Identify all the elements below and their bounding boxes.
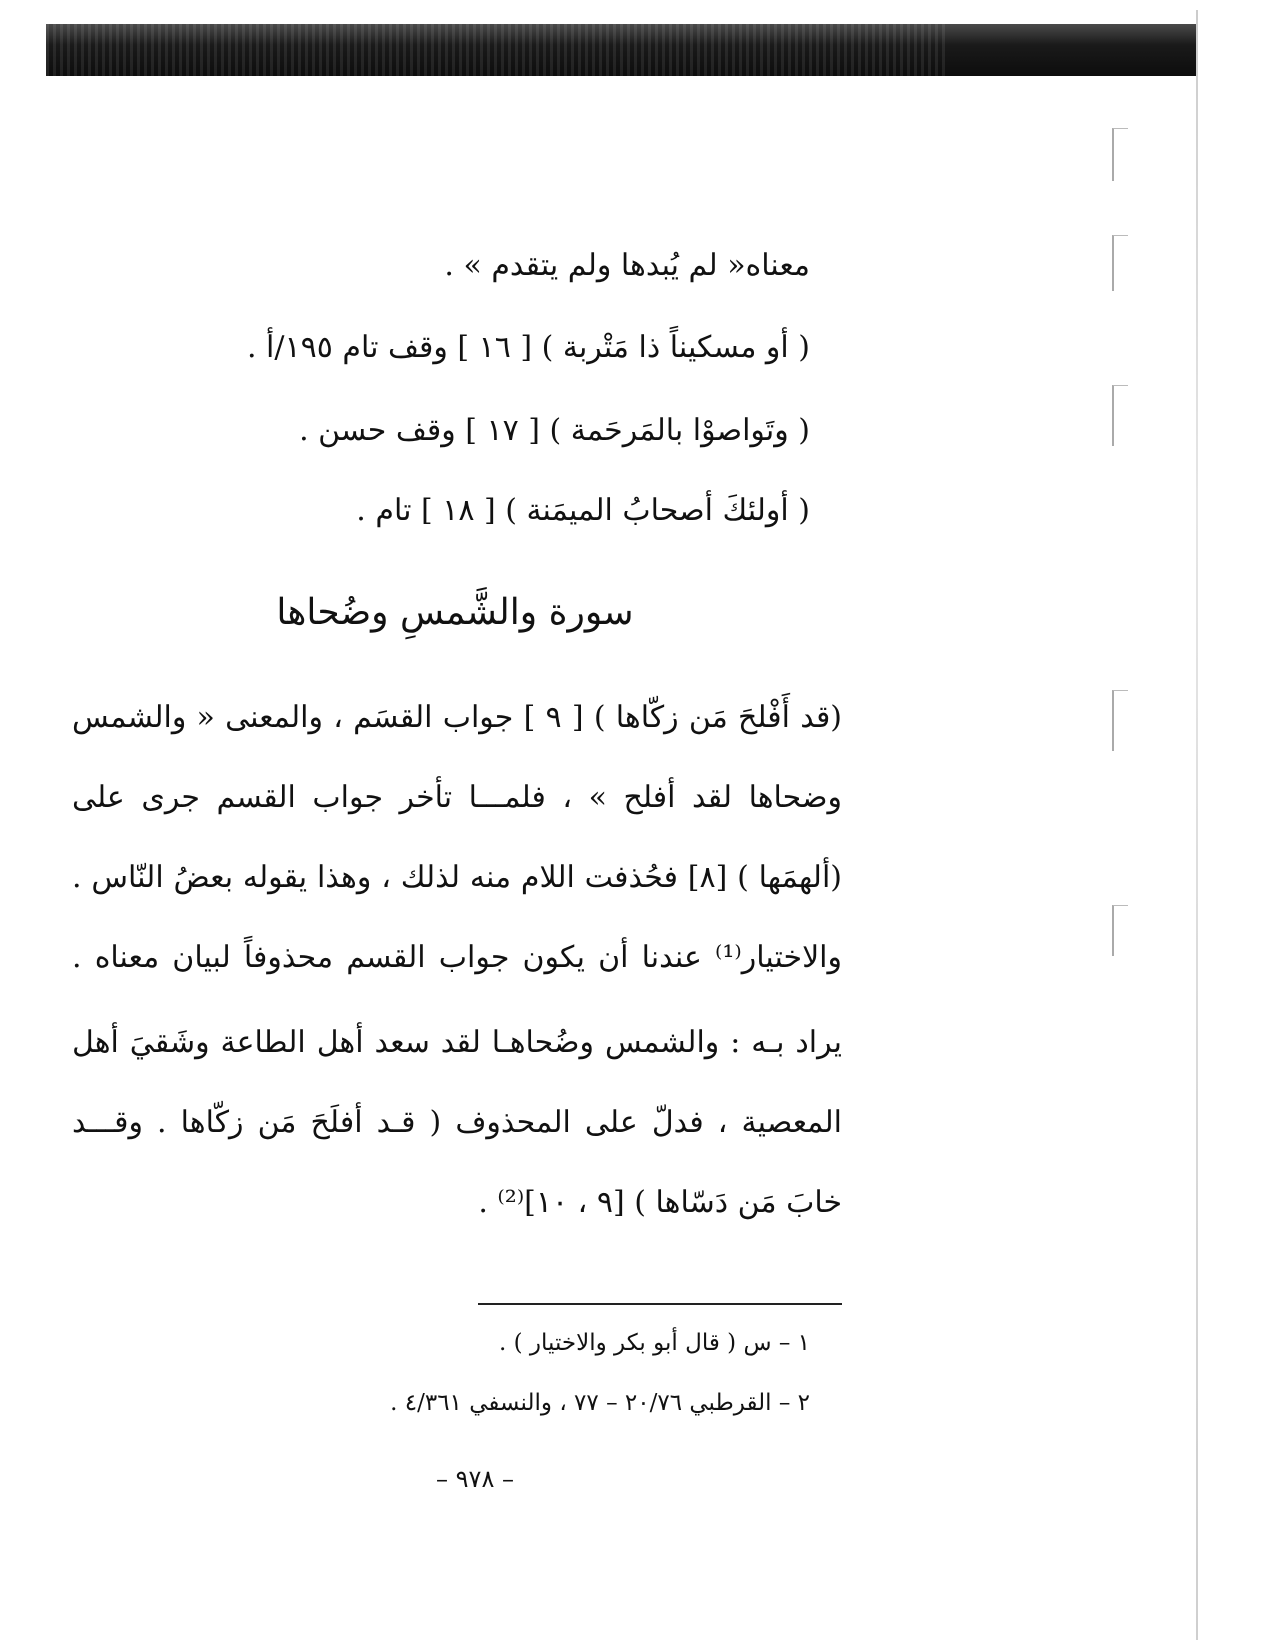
body-line-5: يراد بـه : والشمس وضُحاهـا لقد سعد أهل الطاعة وشَقيَ أهل [72,1025,842,1060]
header-line-4: ( أولئكَ أصحابُ الميمَنة ) [ ١٨ ] تام . [356,493,810,528]
scan-edge-mark [1112,235,1128,291]
scan-edge-mark [1112,385,1128,446]
footnote-divider [478,1303,842,1305]
body-line-4: والاختيار⁽¹⁾ عندنا أن يكون جواب القسم محذوفاً لبيان معناه . [72,940,842,975]
footnote-2: ٢ – القرطبي ٢٠/٧٦ – ٧٧ ، والنسفي ٤/٣٦١ . [390,1390,810,1416]
scan-edge-mark [1112,905,1128,956]
body-line-2: وضحاها لقد أفلح » ، فلمـــا تأخر جواب القسم جرى على [72,780,842,815]
scan-edge-mark [1112,690,1128,751]
header-line-2: ( أو مسكيناً ذا مَتْربة ) [ ١٦ ] وقف تام ١٩٥/أ . [246,330,810,365]
scan-top-bar [46,24,1196,76]
body-line-3: (ألهمَها ) [٨] فحُذفت اللام منه لذلك ، وهذا يقوله بعضُ النّاس . [72,860,842,895]
body-line-6: المعصية ، فدلّ على المحذوف ( قـد أفلَحَ مَن زكّاها . وقـــد [72,1105,842,1140]
header-line-3: ( وتَواصوْا بالمَرحَمة ) [ ١٧ ] وقف حسن . [299,413,810,448]
surah-title: سورة والشَّمسِ وضُحاها [276,592,634,633]
scan-edge-mark [1112,128,1128,181]
body-line-7: خابَ مَن دَسّاها ) [٩ ، ١٠]⁽²⁾ . [478,1185,842,1220]
header-line-1: معناه« لم يُبدها ولم يتقدم » . [444,248,810,283]
footnote-1: ١ – س ( قال أبو بكر والاختيار ) . [499,1330,810,1356]
scan-right-edge [1196,10,1198,1640]
page-number: – ٩٧٨ – [436,1465,514,1493]
body-line-1: (قد أَفْلحَ مَن زكّاها ) [ ٩ ] جواب القسَم ، والمعنى « والشمس [72,700,842,735]
